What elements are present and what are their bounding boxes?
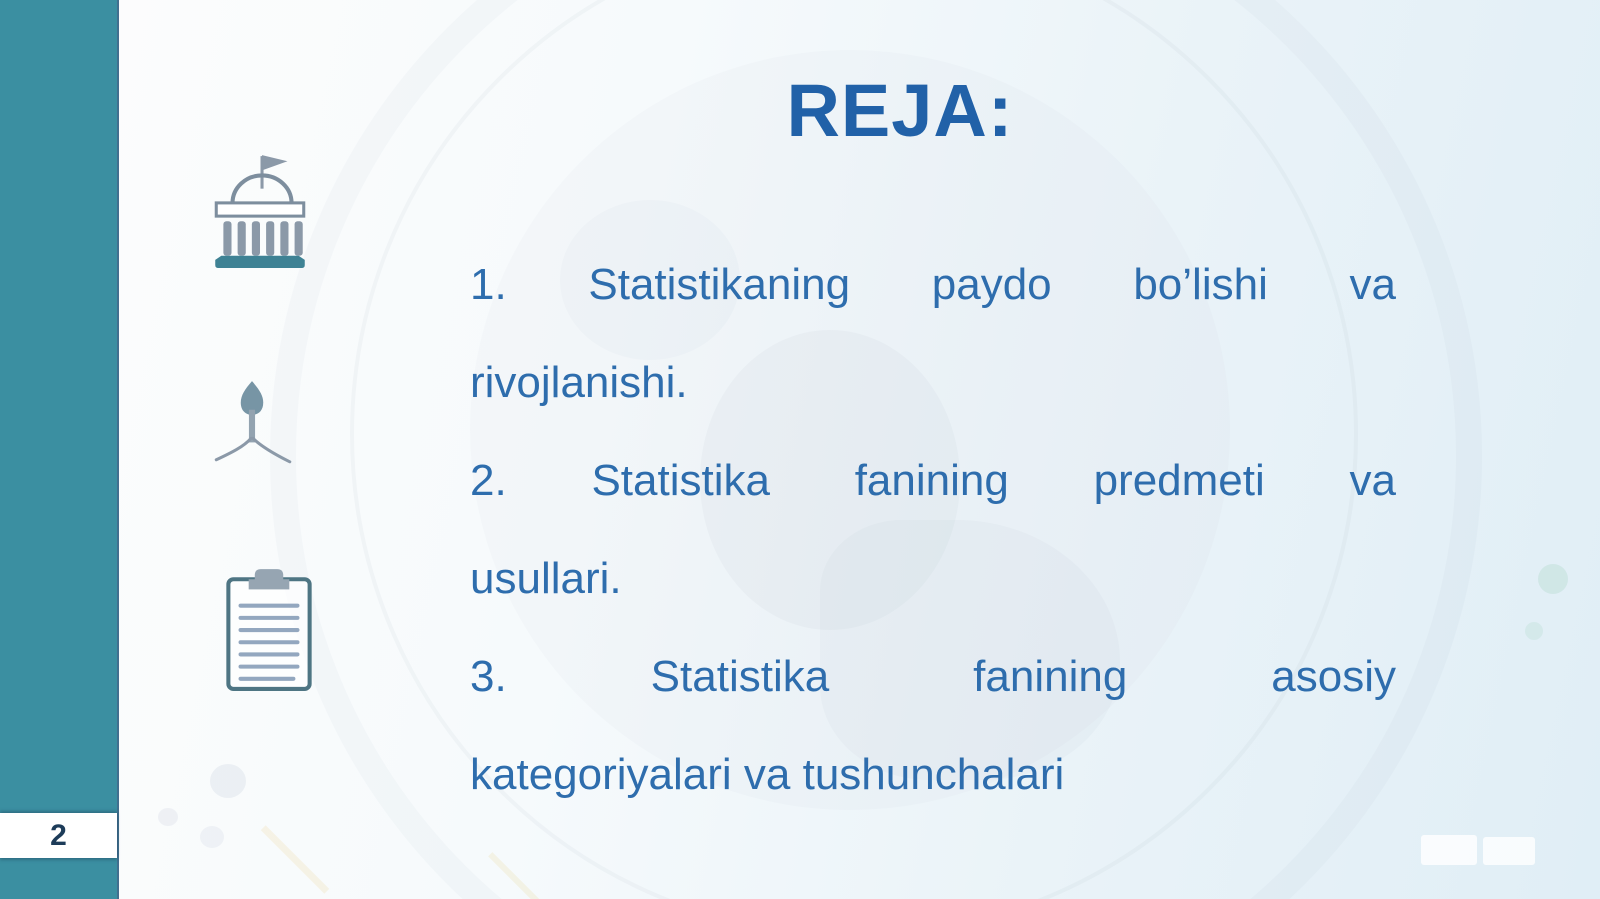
government-building-icon — [211, 150, 309, 273]
slide-body — [470, 236, 1396, 824]
page-number-box — [0, 813, 117, 858]
decor-dot-green — [1525, 622, 1543, 640]
clipboard-icon — [224, 563, 314, 698]
decor-streak — [261, 825, 330, 894]
list-item-2-line-1: 2. Statistika fanining predmeti va — [470, 456, 1396, 505]
decor-dot — [158, 808, 178, 826]
decor-dot — [210, 764, 246, 798]
list-item-1-line-1: 1. Statistikaning paydo bo’lishi va — [470, 260, 1396, 309]
decor-chip — [1483, 837, 1535, 865]
decor-dot — [200, 826, 224, 848]
decor-dot-green — [1538, 564, 1568, 594]
list-item-1-line-2: rivojlanishi. — [470, 358, 688, 407]
list-item-2-line-2: usullari. — [470, 554, 622, 603]
decor-streak — [488, 852, 542, 899]
dart-icon — [203, 378, 301, 471]
slide-title: REJA: — [786, 69, 1014, 152]
list-item-3-line-2: kategoriyalari va tushunchalari — [470, 750, 1065, 799]
left-accent-bar — [0, 0, 119, 899]
list-item-3-line-1: 3. Statistika fanining asosiy — [470, 652, 1396, 701]
decor-chip — [1421, 835, 1477, 865]
page-number: 2 — [50, 818, 67, 852]
